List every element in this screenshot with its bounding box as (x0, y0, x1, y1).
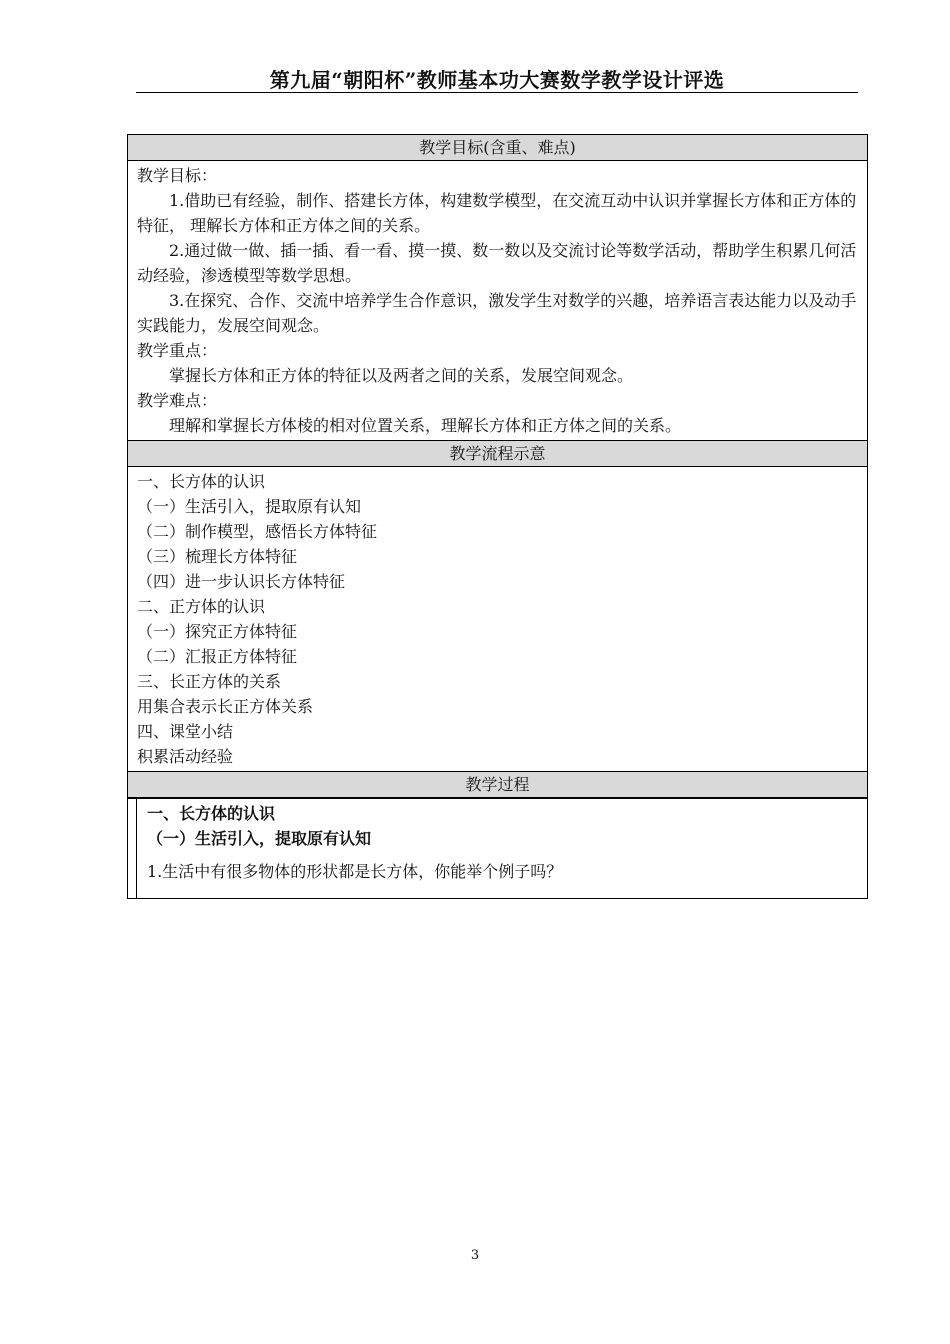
flow-item: （四）进一步认识长方体特征 (137, 572, 346, 591)
flow-item: （二）汇报正方体特征 (137, 647, 298, 666)
flow-item: 三、长正方体的关系 (137, 672, 282, 691)
flow-item: 积累活动经验 (137, 747, 234, 766)
flow-item: 四、课堂小结 (137, 722, 234, 741)
difficulty-text: 理解和掌握长方体棱的相对位置关系，理解长方体和正方体之间的关系。 (169, 416, 682, 435)
flow-item: （三）梳理长方体特征 (137, 547, 298, 566)
difficulty-label: 教学难点： (137, 391, 218, 410)
process-inner-box (136, 799, 867, 898)
key-point-text: 掌握长方体和正方体的特征以及两者之间的关系，发展空间观念。 (169, 366, 634, 385)
flow-item: （一）探究正方体特征 (137, 622, 298, 641)
flow-item: 一、长方体的认识 (137, 472, 266, 491)
key-point-label: 教学重点： (137, 341, 218, 360)
objectives-cell (128, 161, 867, 440)
goals-label: 教学目标： (137, 166, 218, 185)
goal-2: 2.通过做一做、插一插、看一看、摸一摸、数一数以及交流讨论等数学活动，帮助学生积累几何活动经验，渗透模型等数学思想。 (137, 241, 857, 285)
process-section-title: 教学过程 (128, 771, 867, 798)
flow-item: 二、正方体的认识 (137, 597, 266, 616)
flow-section-title: 教学流程示意 (128, 440, 867, 467)
page-number: 3 (470, 1248, 480, 1263)
process-heading-1: 一、长方体的认识 (147, 804, 276, 823)
goal-3: 3.在探究、合作、交流中培养学生合作意识，激发学生对数学的兴趣，培养语言表达能力以及动手实践能力，发展空间观念。 (137, 291, 857, 335)
flow-item: （一）生活引入，提取原有认知 (137, 497, 362, 516)
flow-item: （二）制作模型，感悟长方体特征 (137, 522, 378, 541)
header-divider (136, 92, 858, 93)
flow-item: 用集合表示长正方体关系 (137, 697, 314, 716)
process-question-1: 1.生活中有很多物体的形状都是长方体，你能举个例子吗？ (147, 862, 563, 881)
objectives-section-title: 教学目标(含重、难点) (128, 135, 867, 161)
goal-1: 1.借助已有经验，制作、搭建长方体，构建数学模型，在交流互动中认识并掌握长方体和正方体的特征， 理解长方体和正方体之间的关系。 (137, 191, 857, 235)
flow-cell (128, 467, 867, 771)
document-header-title: 第九届“朝阳杯”教师基本功大赛数学教学设计评选 (269, 68, 725, 92)
process-heading-2: （一）生活引入，提取原有认知 (147, 829, 372, 848)
process-cell (128, 798, 867, 898)
lesson-plan-table (127, 134, 868, 899)
